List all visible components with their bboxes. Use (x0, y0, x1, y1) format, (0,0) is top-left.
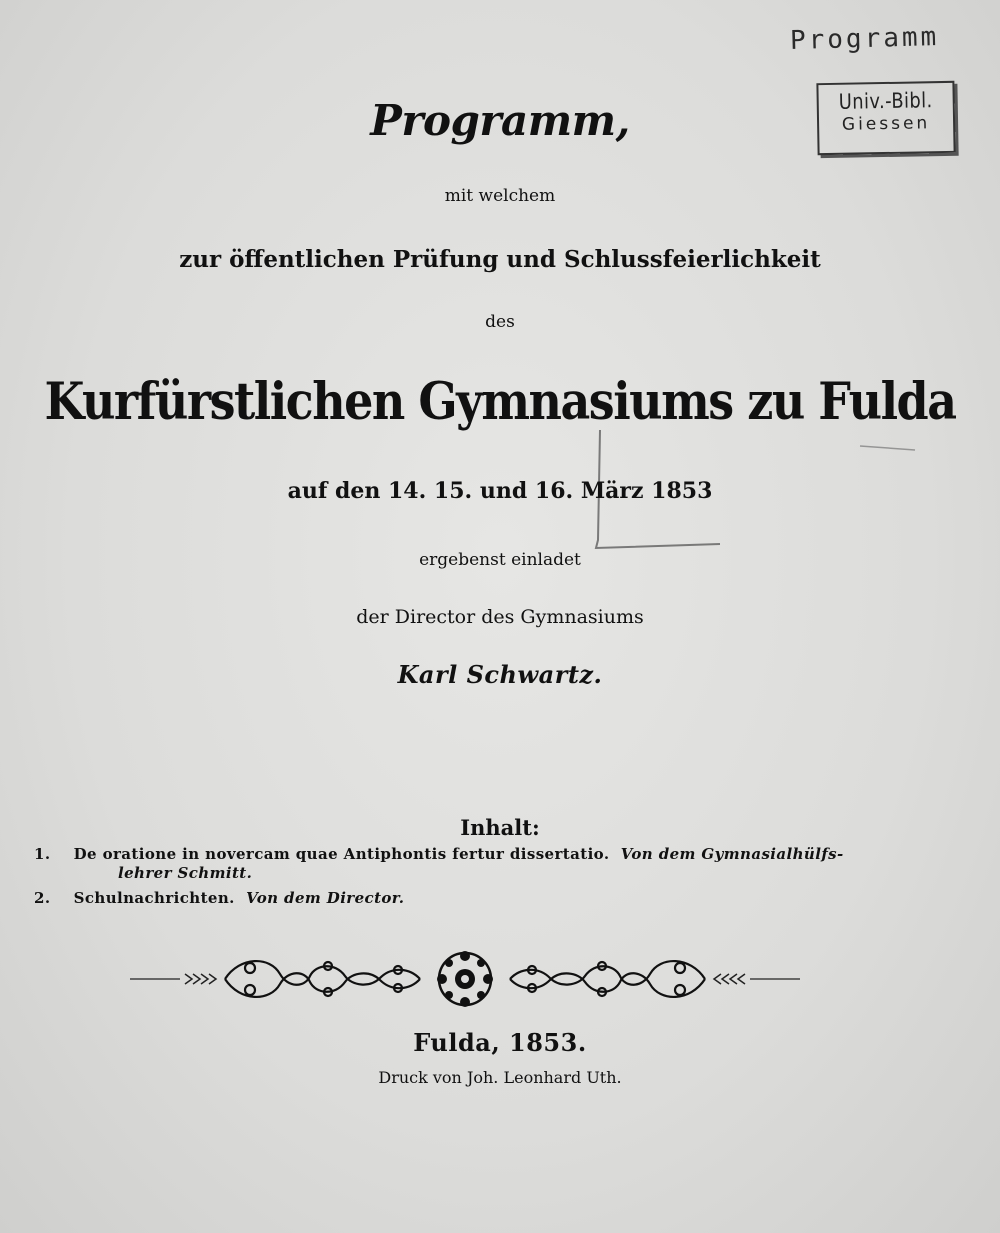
contents-item-text: Schulnachrichten. (73, 889, 235, 907)
library-stamp-line2: Giessen (841, 113, 931, 135)
contents-item-author: Von dem Gymnasialhülfs- (620, 845, 844, 863)
page-title: Programm, (370, 96, 630, 145)
ornament-divider (130, 946, 800, 1012)
contents-item-text: De oratione in novercam quae Antiphontis fertur dissertatio. (73, 845, 610, 863)
director-line: der Director des Gymnasiums (356, 606, 644, 628)
imprint-place: Fulda, 1853. (413, 1028, 587, 1057)
imprint-printer: Druck von Joh. Leonhard Uth. (378, 1068, 622, 1087)
contents-item (34, 889, 954, 907)
contents-item-number: 1. (34, 845, 51, 863)
contents-item-number: 2. (34, 889, 51, 907)
des-text: des (485, 312, 515, 332)
library-stamp-line1: Univ.-Bibl. (838, 88, 933, 114)
main-title: Kurfürstlichen Gymnasiums zu Fulda (44, 370, 956, 432)
stamp-programm: Programm (789, 22, 940, 56)
invite-text: ergebenst einladet (419, 550, 581, 570)
intro-text: mit welchem (444, 186, 556, 206)
contents-item-author-cont: lehrer Schmitt. (118, 864, 253, 882)
contents-item (34, 845, 954, 863)
contents-heading: Inhalt: (460, 815, 540, 840)
exam-date: auf den 14. 15. und 16. März 1853 (287, 478, 713, 504)
author-name: Karl Schwartz. (397, 660, 603, 689)
subtitle: zur öffentlichen Prüfung und Schlussfeierlichkeit (179, 246, 821, 273)
contents-item-author: Von dem Director. (246, 889, 405, 907)
